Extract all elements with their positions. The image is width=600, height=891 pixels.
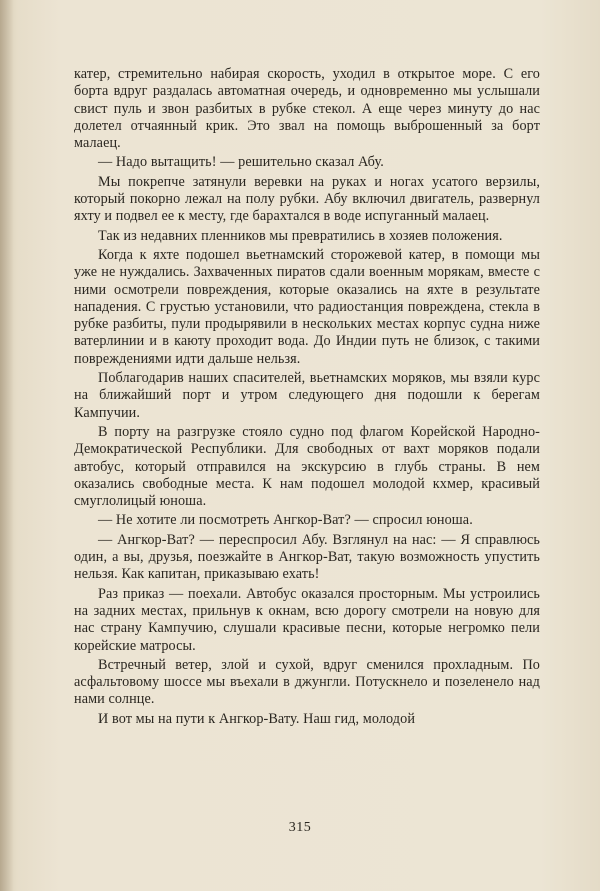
paragraph: Мы покрепче затянули веревки на руках и ногах усатого верзилы, который покорно лежал на полу рубки. Абу включил двигатель, развернул яхту и подвел ее к месту, где барахтался в воде испуганный малаец. bbox=[74, 173, 540, 225]
paragraph: катер, стремительно набирая скорость, уходил в открытое море. С его борта вдруг раздалась автоматная очередь, и одновременно мы услышали свист пуль и звон разбитых в рубке стекол. А еще через минуту до нас долетел отчаянный крик. Это звал на помощь выброшенный за борт малаец. bbox=[74, 66, 540, 152]
paragraph: — Не хотите ли посмотреть Ангкор-Ват? — спросил юноша. bbox=[98, 512, 473, 529]
paragraph: Когда к яхте подошел вьетнамский сторожевой катер, в помощи мы уже не нуждались. Захваченных пиратов сдали военным морякам, вместе с ними осмотрели повреждения, которые оказались на яхте в результате нападения. С грустью установили, что радиостанция повреждена, стекла в рубке разбиты, пули продырявили в нескольких местах корпус судна ниже ватерлинии и в каюту проходит вода. До Индии путь не близок, с такими повреждениями идти дальше нельзя. bbox=[74, 246, 540, 367]
paragraph: — Ангкор-Ват? — переспросил Абу. Взглянул на нас: — Я справлюсь один, а вы, друзья, поезжайте в Ангкор-Ват, такую возможность упустить нельзя. Как капитан, приказываю ехать! bbox=[74, 531, 540, 583]
page-number: 315 bbox=[288, 820, 312, 835]
page-text bbox=[74, 66, 540, 730]
spine-shadow bbox=[0, 0, 14, 891]
paragraph: Поблагодарив наших спасителей, вьетнамских моряков, мы взяли курс на ближайший порт и утром следующего дня подошли к берегам Кампучии. bbox=[74, 370, 540, 421]
paragraph: В порту на разгрузке стояло судно под флагом Корейской Народно-Демократической Республики. Для свободных от вахт моряков подали автобус, который отправился на экскурсию в глубь страны. В нем оказались свободные места. К нам подошел молодой кхмер, красивый смуглолицый юноша. bbox=[74, 423, 540, 510]
paragraph: И вот мы на пути к Ангкор-Вату. Наш гид, молодой bbox=[98, 710, 416, 727]
paragraph: — Надо вытащить! — решительно сказал Абу. bbox=[98, 154, 384, 171]
paragraph: Так из недавних пленников мы превратились в хозяев положения. bbox=[98, 227, 503, 244]
paragraph: Раз приказ — поехали. Автобус оказался просторным. Мы устроились на задних местах, прильнув к окнам, всю дорогу смотрели на новую для нас страну Кампучию, слушали красивые песни, которые негромко пели корейские матросы. bbox=[74, 585, 540, 654]
paragraph: Встречный ветер, злой и сухой, вдруг сменился прохладным. По асфальтовому шоссе мы въехали в джунгли. Потускнело и позеленело над нами солнце. bbox=[74, 656, 540, 708]
